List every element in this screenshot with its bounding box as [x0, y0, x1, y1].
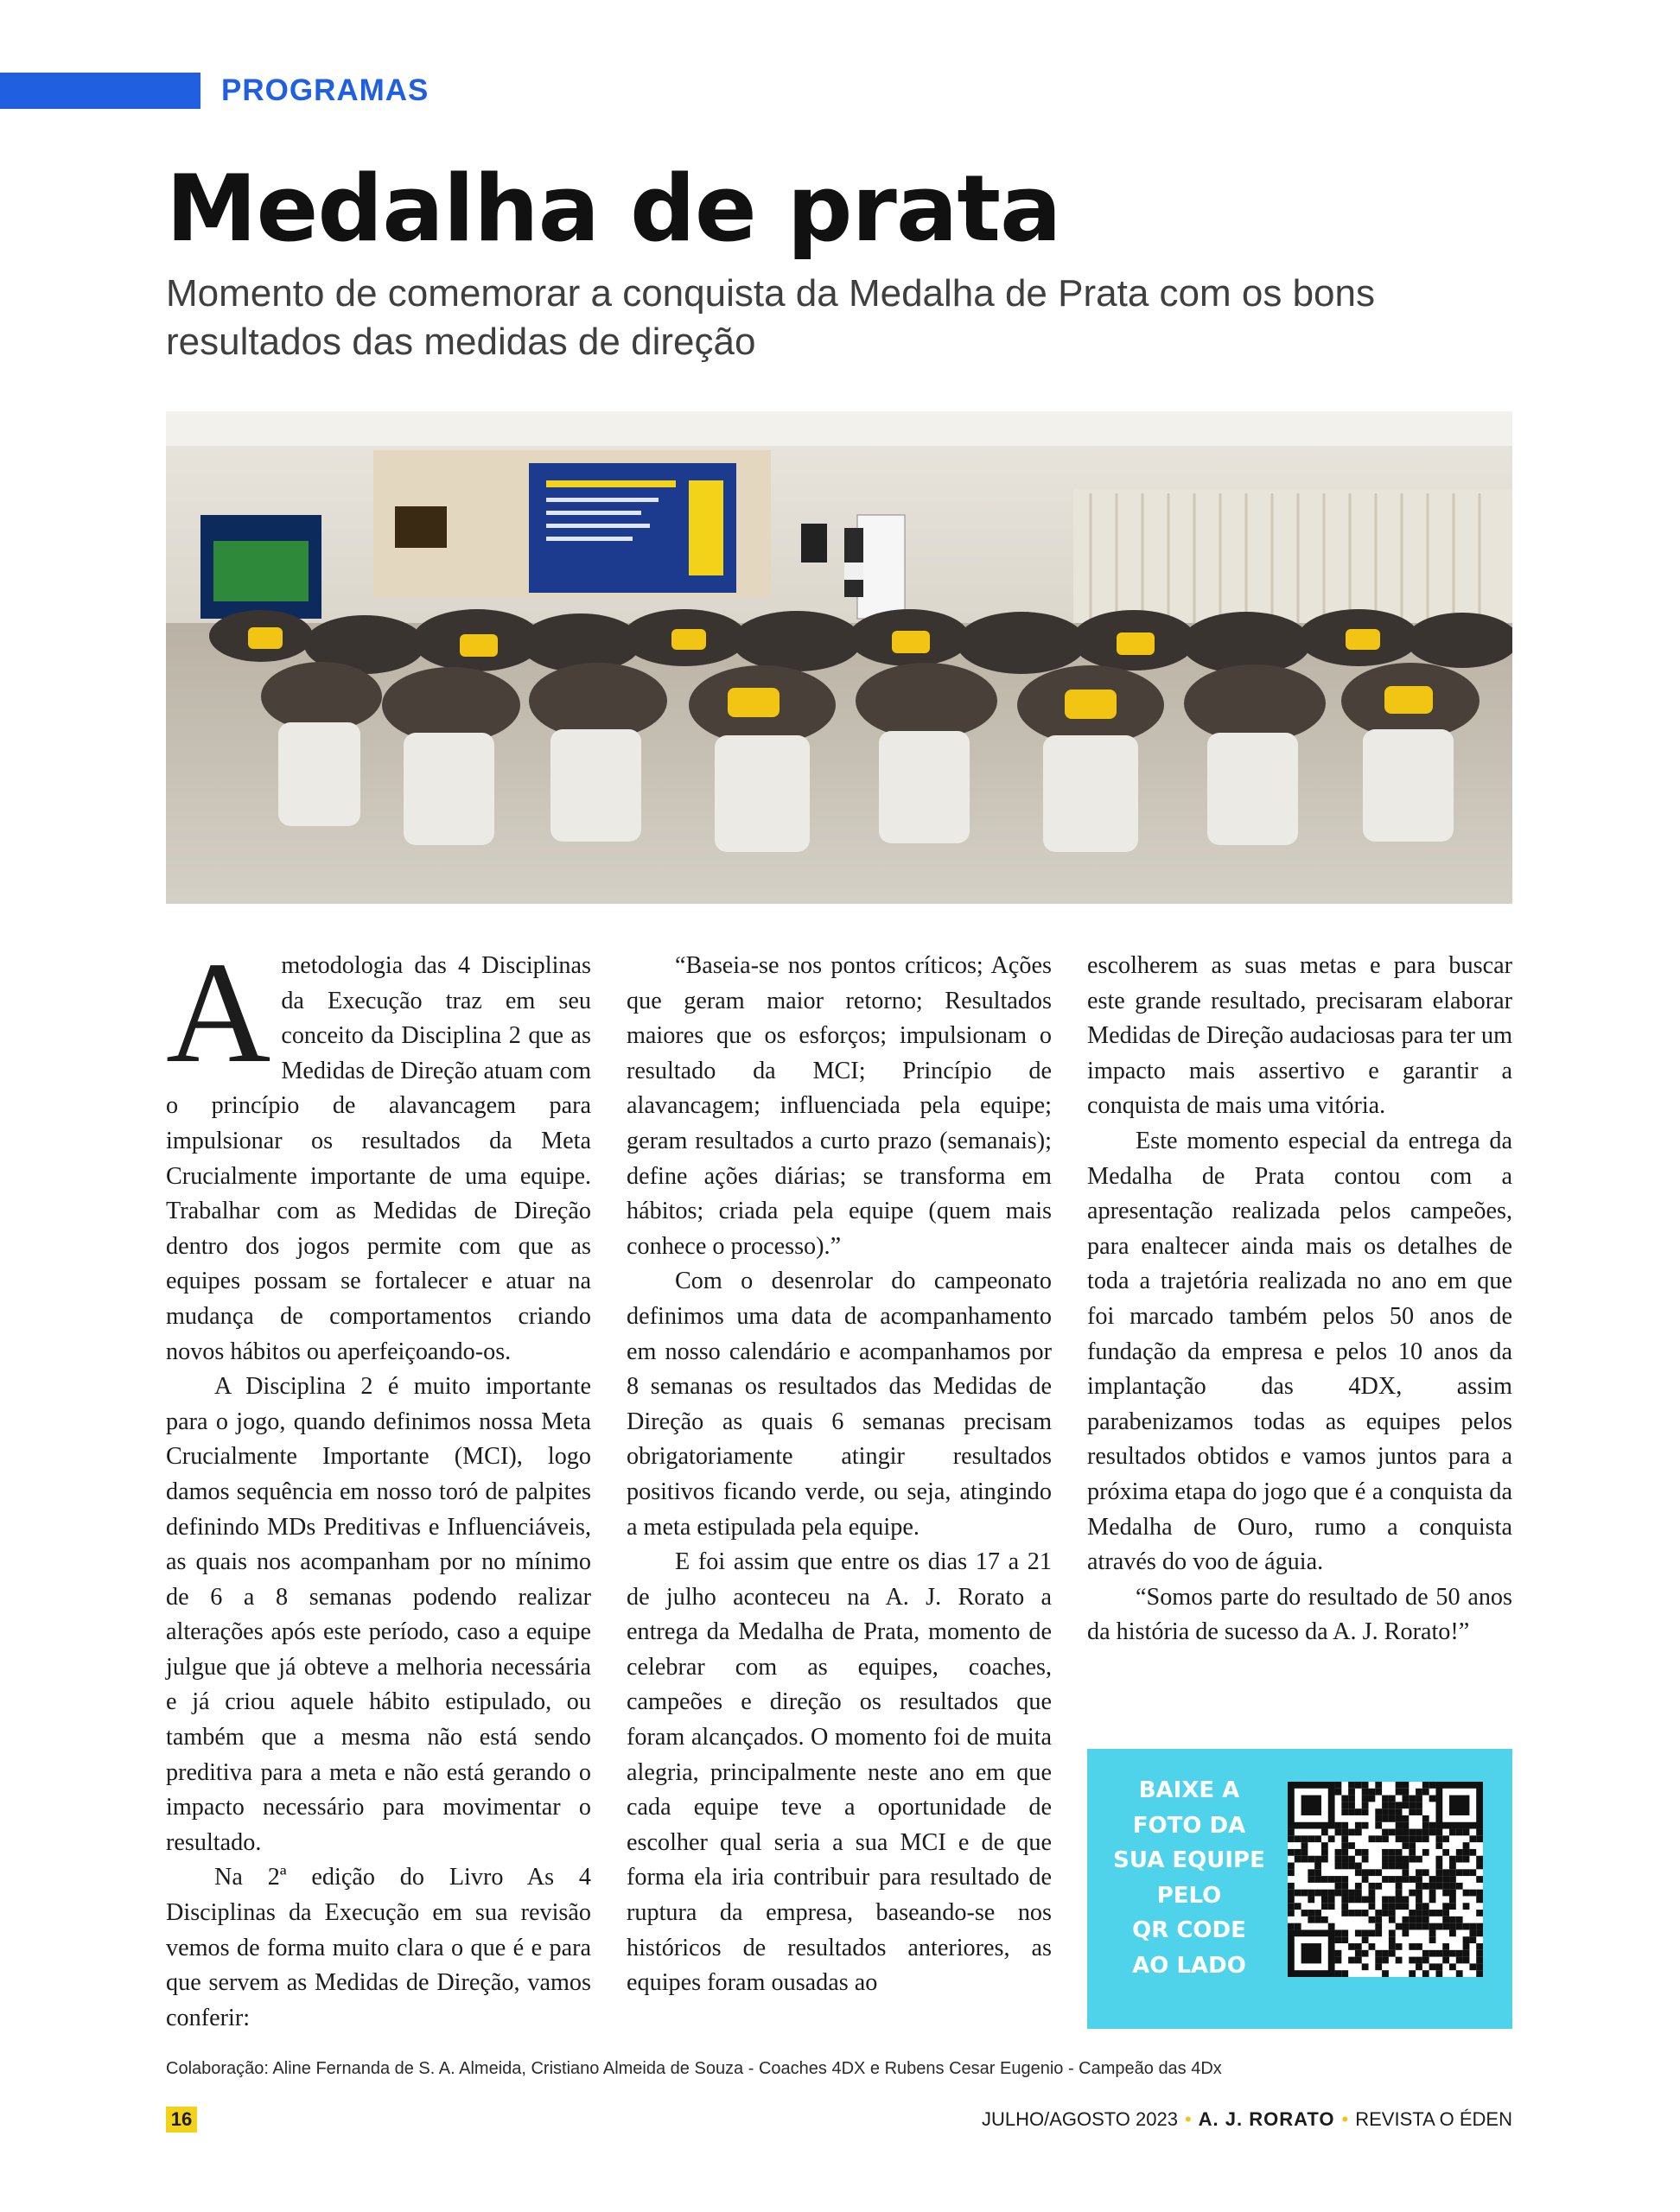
qr-callout-line: PELO	[1156, 1882, 1222, 1909]
paragraph: Com o desenrolar do campeonato definimos uma data de acompanhamento em nosso calendário e acompanhamos por 8 semanas os resultados das Medidas de Direção as quais 6 semanas precisam obrigatoriamente atingir resultados positivos ficando verde, ou seja, atingindo a meta estipulada pela equipe.	[627, 1268, 1052, 1541]
footer-separator: •	[1184, 2108, 1192, 2130]
paragraph: escolherem as suas metas e para buscar este grande resultado, precisaram elaborar Medidas de Direção audaciosas para ter um impacto mais assertivo e garantir a conquista de mais uma vitória.	[1087, 952, 1512, 1120]
text-column-3	[1087, 949, 1512, 1650]
qr-callout-line: SUA EQUIPE	[1113, 1847, 1265, 1873]
article-subtitle: Momento de comemorar a conquista da Medalha de Prata com os bons resultados das medidas de direção	[166, 272, 1375, 363]
qr-code-icon[interactable]	[1288, 1782, 1483, 1977]
paragraph-intro	[166, 932, 591, 1370]
footer-issue: JULHO/AGOSTO 2023	[981, 2108, 1178, 2130]
qr-callout-text	[1103, 1773, 1276, 1983]
text-column-2	[627, 949, 1052, 2001]
section-color-bar	[0, 73, 200, 109]
quote-paragraph: “Somos parte do resultado de 50 anos da história de sucesso da A. J. Rorato!”	[1087, 1583, 1512, 1646]
credits-line: Colaboração: Aline Fernanda de S. A. Almeida, Cristiano Almeida de Souza - Coaches 4DX e Rubens Cesar Eugenio - Campeão das 4Dx	[166, 2059, 1222, 2078]
drop-cap: A	[166, 932, 271, 1093]
footer-separator: •	[1341, 2108, 1349, 2130]
article-title: Medalha de prata	[166, 156, 1061, 262]
footer-info	[982, 2107, 1512, 2133]
paragraph: Na 2ª edição do Livro As 4 Disciplinas da Execução em sua revisão vemos de forma muito clara o que é e para que servem as Medidas de Direção, vamos conferir:	[166, 1864, 591, 2031]
paragraph: A Disciplina 2 é muito importante para o jogo, quando definimos nossa Meta Crucialmente Importante (MCI), logo damos sequência em nosso toró de palpites definindo MDs Preditivas e Influenciáveis, as quais nos acompanham por no mínimo de 6 a 8 semanas podendo realizar alterações após este período, caso a equipe julgue que já obteve a melhoria necessária e já criou aquele hábito estipulado, ou também que a mesma não está sendo preditiva para a meta e não está gerando o impacto necessário para movimentar o resultado.	[166, 1373, 591, 1856]
paragraph: E foi assim que entre os dias 17 a 21 de julho aconteceu na A. J. Rorato a entrega da Medalha de Prata, momento de celebrar com as equipes, coaches, campeões e direção os resultados que foram alcançados. O momento foi de muita alegria, principalmente neste ano em que cada equipe teve a oportunidade de escolher qual seria a sua MCI e de que forma ela iria contribuir para resultado de ruptura da empresa, baseando-se nos históricos de resultados anteriores, as equipes foram ousadas ao	[627, 1548, 1052, 1997]
paragraph-text: metodologia das 4 Disciplinas da Execução traz em seu conceito da Disciplina 2 que as Medidas de Direção atuam com o princípio de alavancagem para impulsionar os resultados da Meta Crucialmente importante de uma equipe. Trabalhar com as Medidas de Direção dentro dos jogos permite com que as equipes possam se fortalecer e atuar na mudança de comportamentos criando novos hábitos ou aperfeiçoando-os.	[166, 952, 591, 1365]
text-column-1	[166, 932, 591, 2036]
qr-callout-box	[1087, 1749, 1512, 2029]
footer-magazine: REVISTA O ÉDEN	[1355, 2108, 1512, 2130]
paragraph: Este momento especial da entrega da Medalha de Prata contou com a apresentação realizada pelos campeões, para enaltecer ainda mais os detalhes de toda a trajetória realizada no ano em que foi marcado também pelos 50 anos de fundação da empresa e pelos 10 anos da implantação das 4DX, assim parabenizamos todas as equipes pelos resultados obtidos e vamos juntos para a próxima etapa do jogo que é a conquista da Medalha de Ouro, rumo a conquista através do voo de águia.	[1087, 1127, 1512, 1576]
qr-callout-line: FOTO DA	[1132, 1812, 1246, 1839]
page-number: 16	[166, 2107, 197, 2133]
qr-callout-line: BAIXE A	[1138, 1777, 1240, 1803]
quote-paragraph: “Baseia-se nos pontos críticos; Ações que geram maior retorno; Resultados maiores que os esforços; impulsionam o resultado da MCI; Princípio de alavancagem; influenciada pela equipe; geram resultados a curto prazo (semanais); define ações diárias; se transforma em hábitos; criada pela equipe (quem mais conhece o processo).”	[627, 952, 1052, 1260]
footer-brand: A. J. RORATO	[1198, 2108, 1335, 2130]
photo-icon	[166, 411, 1512, 904]
section-label: PROGRAMAS	[221, 73, 430, 107]
qr-callout-line: QR CODE	[1132, 1917, 1246, 1943]
qr-callout-line: AO LADO	[1132, 1952, 1246, 1979]
article-photo	[166, 411, 1512, 904]
